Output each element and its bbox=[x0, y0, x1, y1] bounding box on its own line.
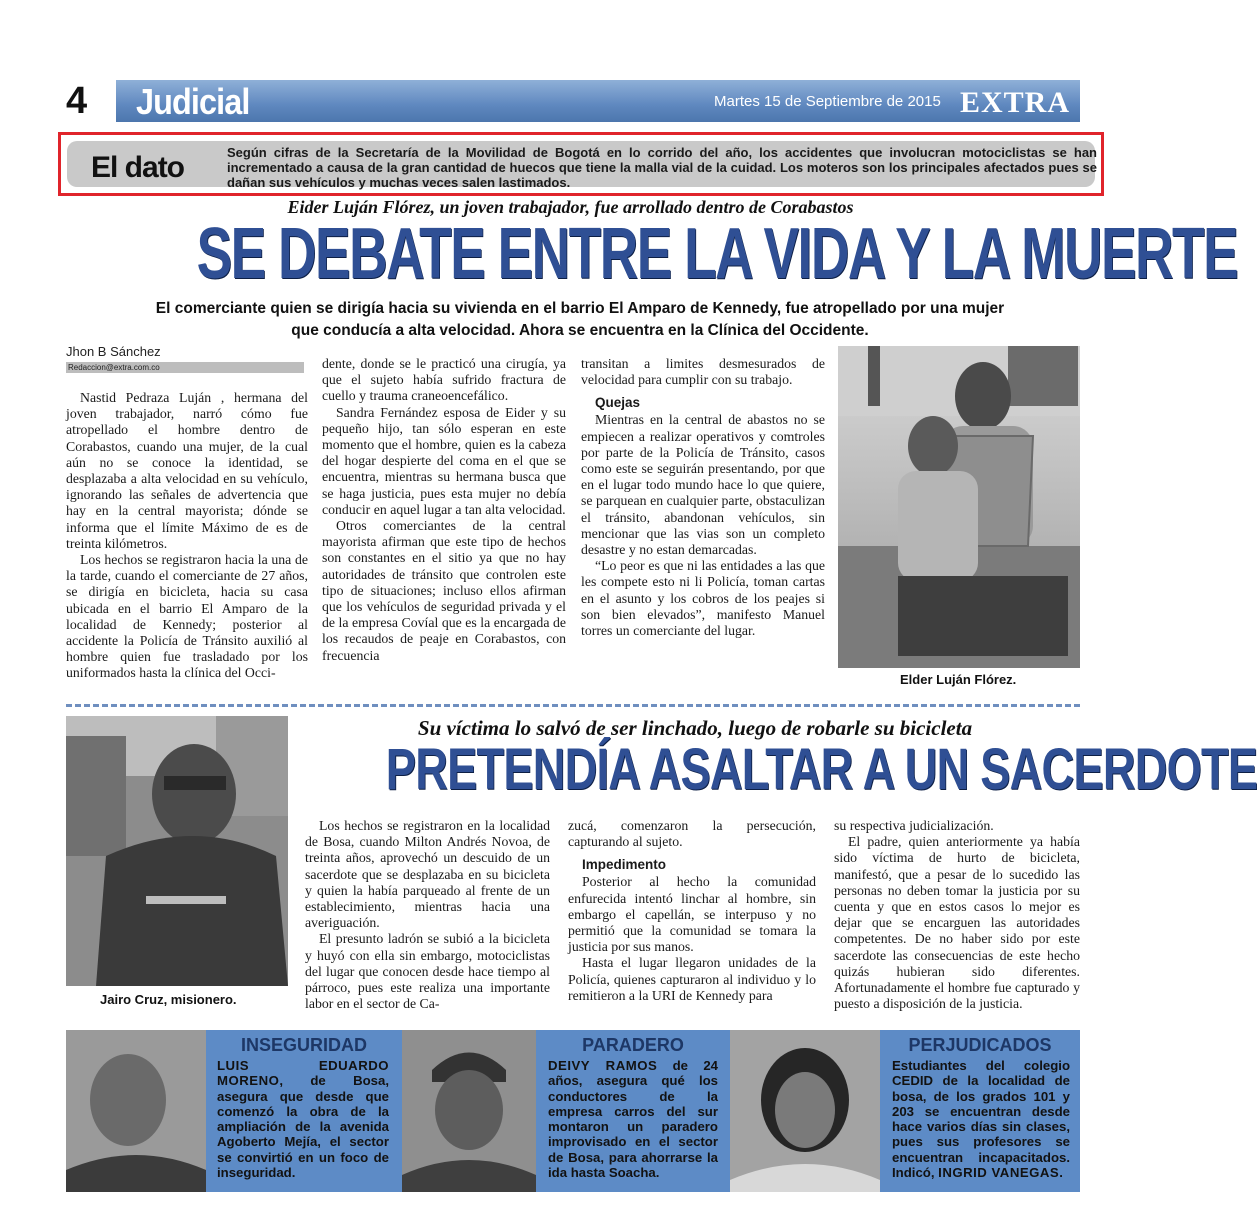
photo-illustration bbox=[66, 1030, 206, 1192]
el-dato-box bbox=[58, 132, 1104, 196]
story1-deck-line1: El comerciante quien se dirigía hacia su vivienda en el barrio El Amparo de Kennedy, fue atropellado por una mujer bbox=[155, 300, 1005, 317]
story2-column-2 bbox=[568, 818, 816, 1004]
story1-column-1 bbox=[66, 390, 308, 682]
section-divider bbox=[66, 704, 1080, 707]
story1-headline: SE DEBATE ENTRE LA VIDA Y LA MUERTE bbox=[196, 214, 1238, 294]
paragraph: dente, donde se le practicó una cirugía, ya que el sujeto había sufrido fractura de cuello y trauma craneoencefálico. bbox=[322, 356, 566, 404]
voxpop-name: INGRID VANEGAS. bbox=[938, 1165, 1064, 1181]
paragraph: “Lo peor es que ni las entidades a las que les compete esto ni li Policía, toman cartas en el asunto y los cobros de los peajes si son bien elevados”, manifesto Manuel torres un comerciante del lugar. bbox=[581, 558, 825, 639]
byline-email: Redaccion@extra.com.co bbox=[66, 362, 304, 373]
voxpop-quote: Estudiantes del colegio CEDID de la localidad de bosa, de los grados 101 y 203 se encuentran desde hace varios días sin clases, pues sus profesores se encuentran incapacitados. Indicó, bbox=[892, 1058, 1070, 1181]
photo-illustration bbox=[838, 346, 1080, 668]
paragraph: Nastid Pedraza Luján , hermana del joven trabajador, narró cómo fue atropellado el hombre dentro de Corabastos, cuando una mujer, de la cual aún no se conoce la identidad, se desplazaba a alta velocidad en su vehículo, ignorando las señales de advertencia que hay en la central mayorista; dónde se informa que el límite Máximo de es de treinta kilómetros. bbox=[66, 390, 308, 551]
el-dato-text: Según cifras de la Secretaría de la Movilidad de Bogotá en lo corrido del año, los accidentes que involucran motociclistas se han incrementado a causa de la gran cantidad de huecos que tiene la malla vial de la cuidad. Los moteros son los principales afectados pues se dañan sus vehículos y muchas veces salen lastimados. bbox=[227, 145, 1097, 190]
voxpop-title-paradero: PARADERO bbox=[582, 1035, 684, 1055]
voxpop-name: DEIVY RAMOS bbox=[548, 1058, 658, 1073]
paragraph: Posterior al hecho la comunidad enfurecida intentó linchar al hombre, sin embargo el capellán, se interpuso y no permitió que la comunidad se tomara la justicia por sus manos. bbox=[568, 874, 816, 955]
story2-kicker: Su víctima lo salvó de ser linchado, luego de robarle su bicicleta bbox=[417, 716, 973, 740]
newspaper-logo: EXTRA bbox=[960, 86, 1071, 119]
el-dato-label: El dato bbox=[91, 151, 185, 184]
story2-column-1 bbox=[305, 818, 550, 1012]
photo-jairo-cruz bbox=[66, 716, 288, 986]
story1-kicker: Eider Luján Flórez, un joven trabajador, fue arrollado dentro de Corabastos bbox=[287, 197, 854, 217]
paragraph: Los hechos se registraron hacia la una de la tarde, cuando el comerciante de 27 años, se dirigía en bicicleta, hacia su casa ubicada en el barrio El Amparo de la localidad de Kennedy; posterior al accidente la Policía de Tránsito auxilió al hombre quien fue trasladado por los uniformados hasta la clínica del Occi- bbox=[66, 552, 308, 681]
story2-column-3 bbox=[834, 818, 1080, 1012]
story1-deck-line2: que conducía a alta velocidad. Ahora se encuentra en la Clínica del Occidente. bbox=[291, 322, 869, 339]
voxpop-title-inseguridad: INSEGURIDAD bbox=[240, 1035, 367, 1055]
voxpop-text-inseguridad bbox=[217, 1058, 389, 1180]
story1-column-3 bbox=[581, 356, 825, 639]
issue-date: Martes 15 de Septiembre de 2015 bbox=[714, 93, 941, 110]
subhead-quejas: Quejas bbox=[595, 395, 641, 411]
photo-caption-jairo: Jairo Cruz, misionero. bbox=[100, 992, 237, 1007]
page-number: 4 bbox=[66, 80, 116, 122]
photo-illustration bbox=[402, 1030, 536, 1192]
photo-ingrid-vanegas bbox=[730, 1030, 880, 1192]
el-dato-background bbox=[67, 141, 1097, 190]
photo-caption-victim: Elder Luján Flórez. bbox=[900, 672, 1017, 687]
paragraph: su respectiva judicialización. bbox=[834, 818, 994, 833]
paragraph: Los hechos se registraron en la localidad de Bosa, cuando Milton Andrés Novoa, de treinta años, aprovechó un descuido de un sacerdote que se desplazaba en su bicicleta y quien la había parqueado al frente de un establecimiento, mientras hacia una averiguación. bbox=[305, 818, 550, 931]
paragraph: Sandra Fernández esposa de Eider y su pequeño hijo, tan sólo esperan en este momento que el hombre, quien es la cabeza del hogar despierte del coma en el que se encuentra, mientras su hermana busca que se haga justicia, pues esta mujer no debía conducir en aquel lugar a tan alta velocidad. bbox=[322, 404, 566, 517]
voxpop-quote: de 24 años, asegura qué los conductores de la empresa carros del sur montaron un paradero improvisado en el sector de Bosa, para ahorrarse la ida hasta Soacha. bbox=[548, 1058, 718, 1181]
paragraph: Hasta el lugar llegaron unidades de la Policía, quienes capturaron al individuo y lo remitieron a la URI de Kennedy para bbox=[568, 955, 816, 1003]
voxpop-name: LUIS EDUARDO MORENO bbox=[217, 1058, 389, 1089]
photo-illustration bbox=[730, 1030, 880, 1192]
paragraph: Otros comerciantes de la central mayorista afirman que este tipo de hechos son constantes en el sitio ya que no hay autoridades de tránsito que controlen este tipo de situaciones; incluso ellos afirman que los vehículos de seguridad privada y el de la empresa Covíal que es la encargada de los recaudos de peaje en Corabastos, con frecuencia bbox=[322, 518, 566, 663]
voxpop-text-perjudicados bbox=[892, 1058, 1070, 1180]
photo-luis-eduardo-moreno bbox=[66, 1030, 206, 1192]
story2-headline: PRETENDÍA ASALTAR A UN SACERDOTE bbox=[385, 737, 1257, 802]
story1-column-2 bbox=[322, 356, 566, 664]
paragraph: El presunto ladrón se subió a la bicicleta y huyó con ella sin embargo, motociclistas del lugar que conocen desde hace tiempo al párroco, pues este realiza una importante labor en el sector de Ca- bbox=[305, 931, 550, 1012]
byline: Jhon B Sánchez bbox=[66, 344, 161, 359]
section-title: Judicial bbox=[136, 81, 250, 122]
voxpop-text-paradero bbox=[548, 1058, 718, 1180]
paragraph: transitan a limites desmesurados de velocidad para cumplir con su trabajo. bbox=[581, 356, 825, 388]
voxpop-quote: , de Bosa, asegura que desde que comenzó la obra de la ampliación de la avenida Agoberto Mejía, el sector se convirtió en un foco de inseguridad. bbox=[217, 1073, 389, 1181]
story1-deck bbox=[110, 298, 1050, 342]
voxpop-title-perjudicados: PERJUDICADOS bbox=[908, 1035, 1052, 1055]
subhead-impedimento: Impedimento bbox=[582, 857, 667, 873]
photo-victim-couple bbox=[838, 346, 1080, 668]
photo-illustration bbox=[66, 716, 288, 986]
paragraph: Mientras en la central de abastos no se empiecen a realizar operativos y comtroles por parte de la Policía de Tránsito, casos como este se seguirán presentando, por que en el lugar todo mundo hace lo que quiere, se parquean en cualquier parte, obstaculizan el tránsito, abandonan vehículos, sin mencionar que las vias son un completo desastre y no estan demarcadas. bbox=[581, 412, 825, 558]
paragraph: zucá, comenzaron la persecución, capturando al sujeto. bbox=[568, 818, 816, 850]
photo-deivy-ramos bbox=[402, 1030, 536, 1192]
paragraph: El padre, quien anteriormente ya había sido víctima de hurto de bicicleta, manifestó, que a pesar de lo sucedido las personas no deben tomar la justicia por su cuenta y que en estos casos lo mejor es dejar que se encarguen las autoridades competentes. De no haber sido por este sacerdote las consecuencias de este hecho quizás hubieran sido diferentes. Afortunadamente el hombre fue capturado y puesto a disposición de la justicia. bbox=[834, 834, 1080, 1012]
